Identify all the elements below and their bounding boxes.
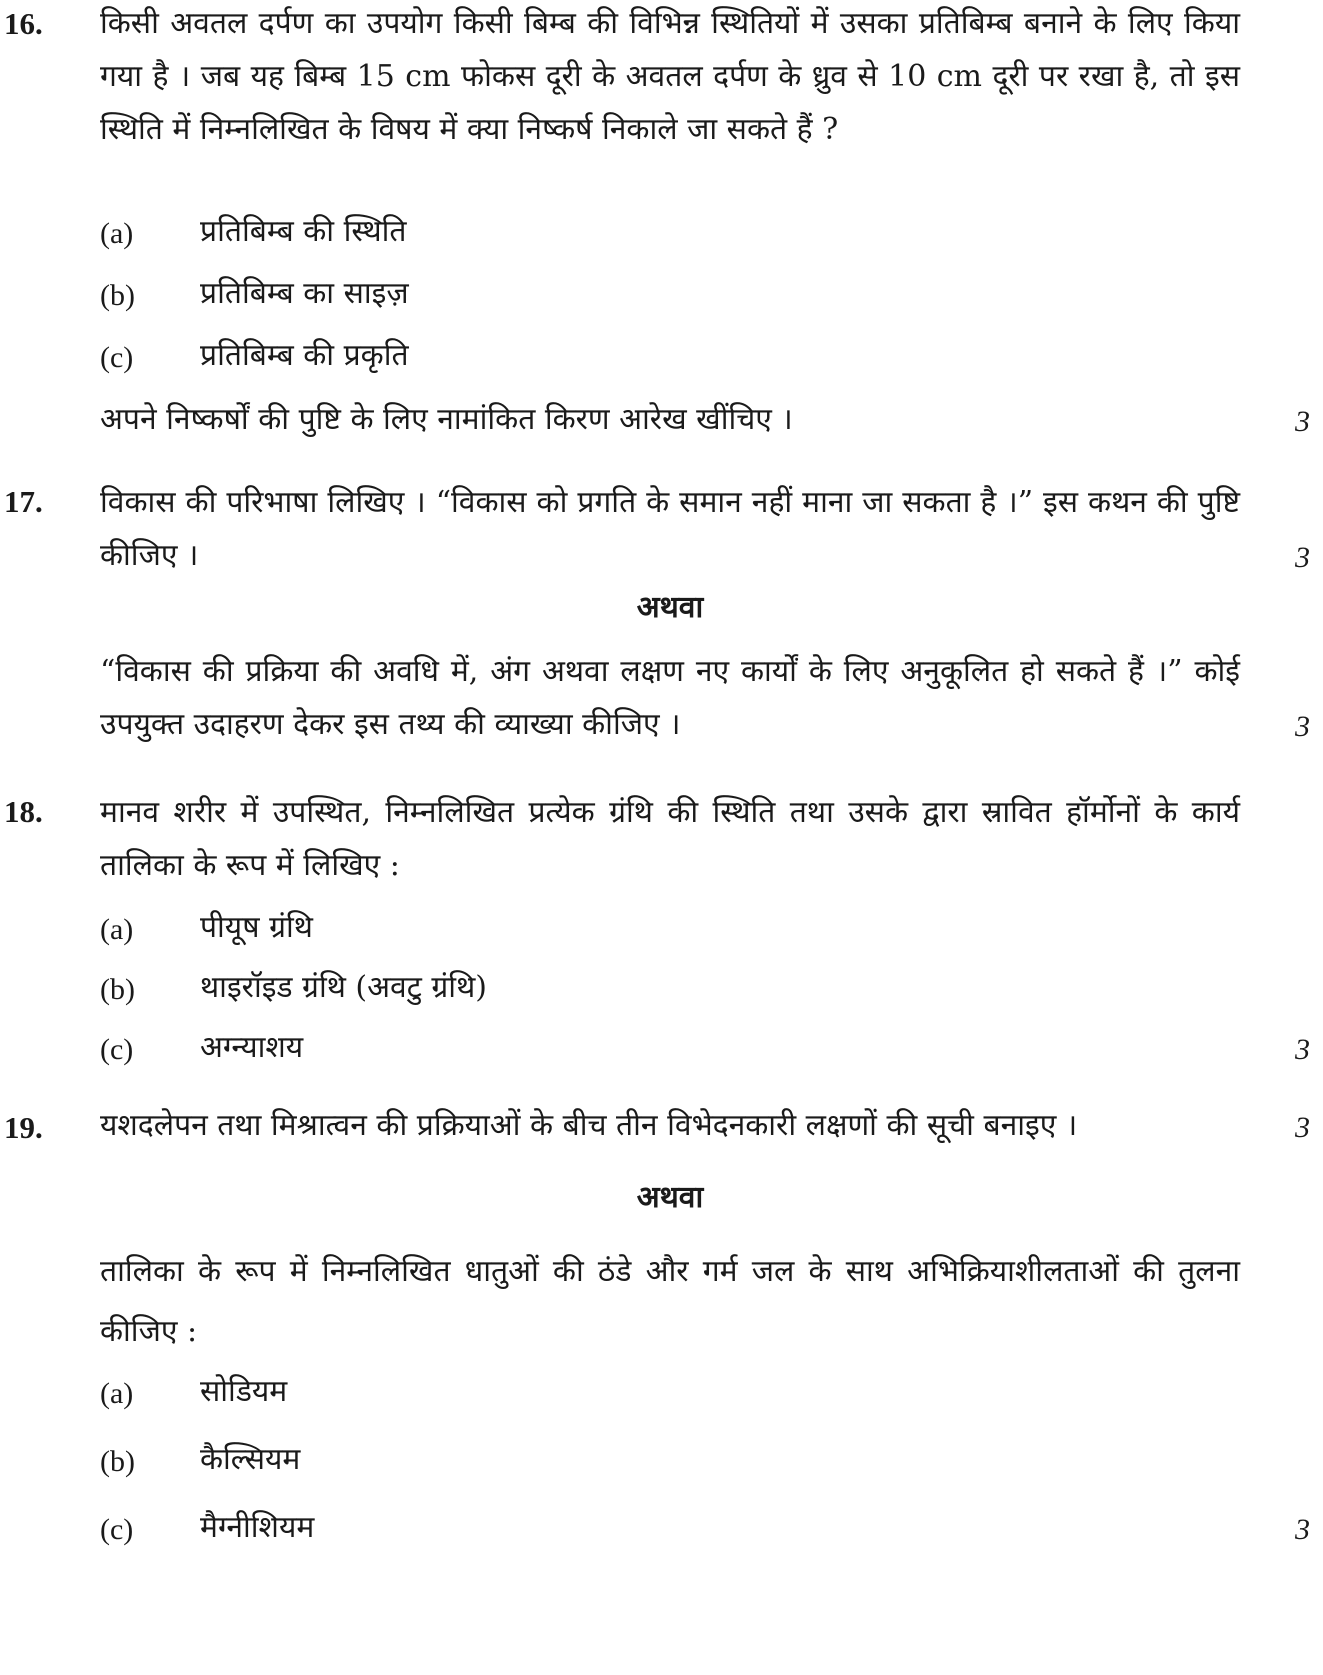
question-16-option-c-text: प्रतिबिम्ब की प्रकृति [200, 338, 409, 373]
question-18-text: मानव शरीर में उपस्थित, निम्नलिखित प्रत्येक ग्रंथि की स्थिति तथा उसके द्वारा स्रावित हॉर्मोनों के कार्य तालिका के रूप में लिखिए : [100, 795, 1240, 883]
question-19-or-option-b-label: (b) [100, 1445, 135, 1478]
question-17-or-label: अथवा [636, 590, 704, 625]
question-18-option-c-text: अग्न्याशय [200, 1030, 304, 1065]
question-16-number: 16. [4, 6, 43, 41]
question-16-closing: अपने निष्कर्षों की पुष्टि के लिए नामांकित किरण आरेख खींचिए । [100, 402, 793, 437]
question-17-text: विकास की परिभाषा लिखिए । “विकास को प्रगति के समान नहीं माना जा सकता है ।” इस कथन की पुष्टि कीजिए । [100, 485, 1240, 573]
question-18-option-a-text: पीयूष ग्रंथि [200, 910, 313, 945]
question-18-option-c-label: (c) [100, 1033, 134, 1066]
question-17-marks: 3 [1295, 541, 1310, 574]
question-18-marks: 3 [1295, 1033, 1310, 1066]
question-16-option-c-label: (c) [100, 341, 134, 374]
question-17-or-text: “विकास की प्रक्रिया की अवधि में, अंग अथवा लक्षण नए कार्यों के लिए अनुकूलित हो सकते हैं ।” कोई उपयुक्त उदाहरण देकर इस तथ्य की व्याख्या कीजिए । [100, 654, 1240, 742]
question-19-or-label: अथवा [636, 1180, 704, 1215]
question-19-or-option-a-label: (a) [100, 1377, 134, 1410]
question-19-or-option-b-text: कैल्सियम [200, 1442, 301, 1477]
question-17-or-marks: 3 [1295, 710, 1310, 743]
question-18-option-a-label: (a) [100, 913, 134, 946]
question-19-or-text: तालिका के रूप में निम्नलिखित धातुओं की ठंडे और गर्म जल के साथ अभिक्रियाशीलताओं की तुलना कीजिए : [100, 1254, 1240, 1349]
question-19-or-marks: 3 [1295, 1513, 1310, 1546]
question-18-option-b-text: थाइरॉइड ग्रंथि (अवटु ग्रंथि) [200, 970, 487, 1005]
question-19-or-option-c-text: मैग्नीशियम [200, 1510, 315, 1545]
question-16-option-b-label: (b) [100, 279, 135, 312]
question-19-number: 19. [4, 1110, 43, 1145]
question-16-option-b-text: प्रतिबिम्ब का साइज़ [200, 276, 409, 311]
question-16-option-a-text: प्रतिबिम्ब की स्थिति [200, 214, 407, 249]
question-16-option-a-label: (a) [100, 217, 134, 250]
question-18-option-b-label: (b) [100, 973, 135, 1006]
question-19-marks: 3 [1295, 1111, 1310, 1144]
question-19-or-option-c-label: (c) [100, 1513, 134, 1546]
question-19-text: यशदलेपन तथा मिश्रात्वन की प्रक्रियाओं के बीच तीन विभेदनकारी लक्षणों की सूची बनाइए । [100, 1108, 1078, 1143]
question-16-marks: 3 [1295, 405, 1310, 438]
question-18-number: 18. [4, 794, 43, 829]
question-17-number: 17. [4, 484, 43, 519]
question-16-text: किसी अवतल दर्पण का उपयोग किसी बिम्ब की विभिन्न स्थितियों में उसका प्रतिबिम्ब बनाने के लिए किया गया है । जब यह बिम्ब 15 cm फोकस दूरी के अवतल दर्पण के ध्रुव से 10 cm दूरी पर रखा है, तो इस स्थिति में निम्नलिखित के विषय में क्या निष्कर्ष निकाले जा सकते हैं ? [100, 6, 1240, 147]
question-19-or-option-a-text: सोडियम [200, 1374, 288, 1409]
